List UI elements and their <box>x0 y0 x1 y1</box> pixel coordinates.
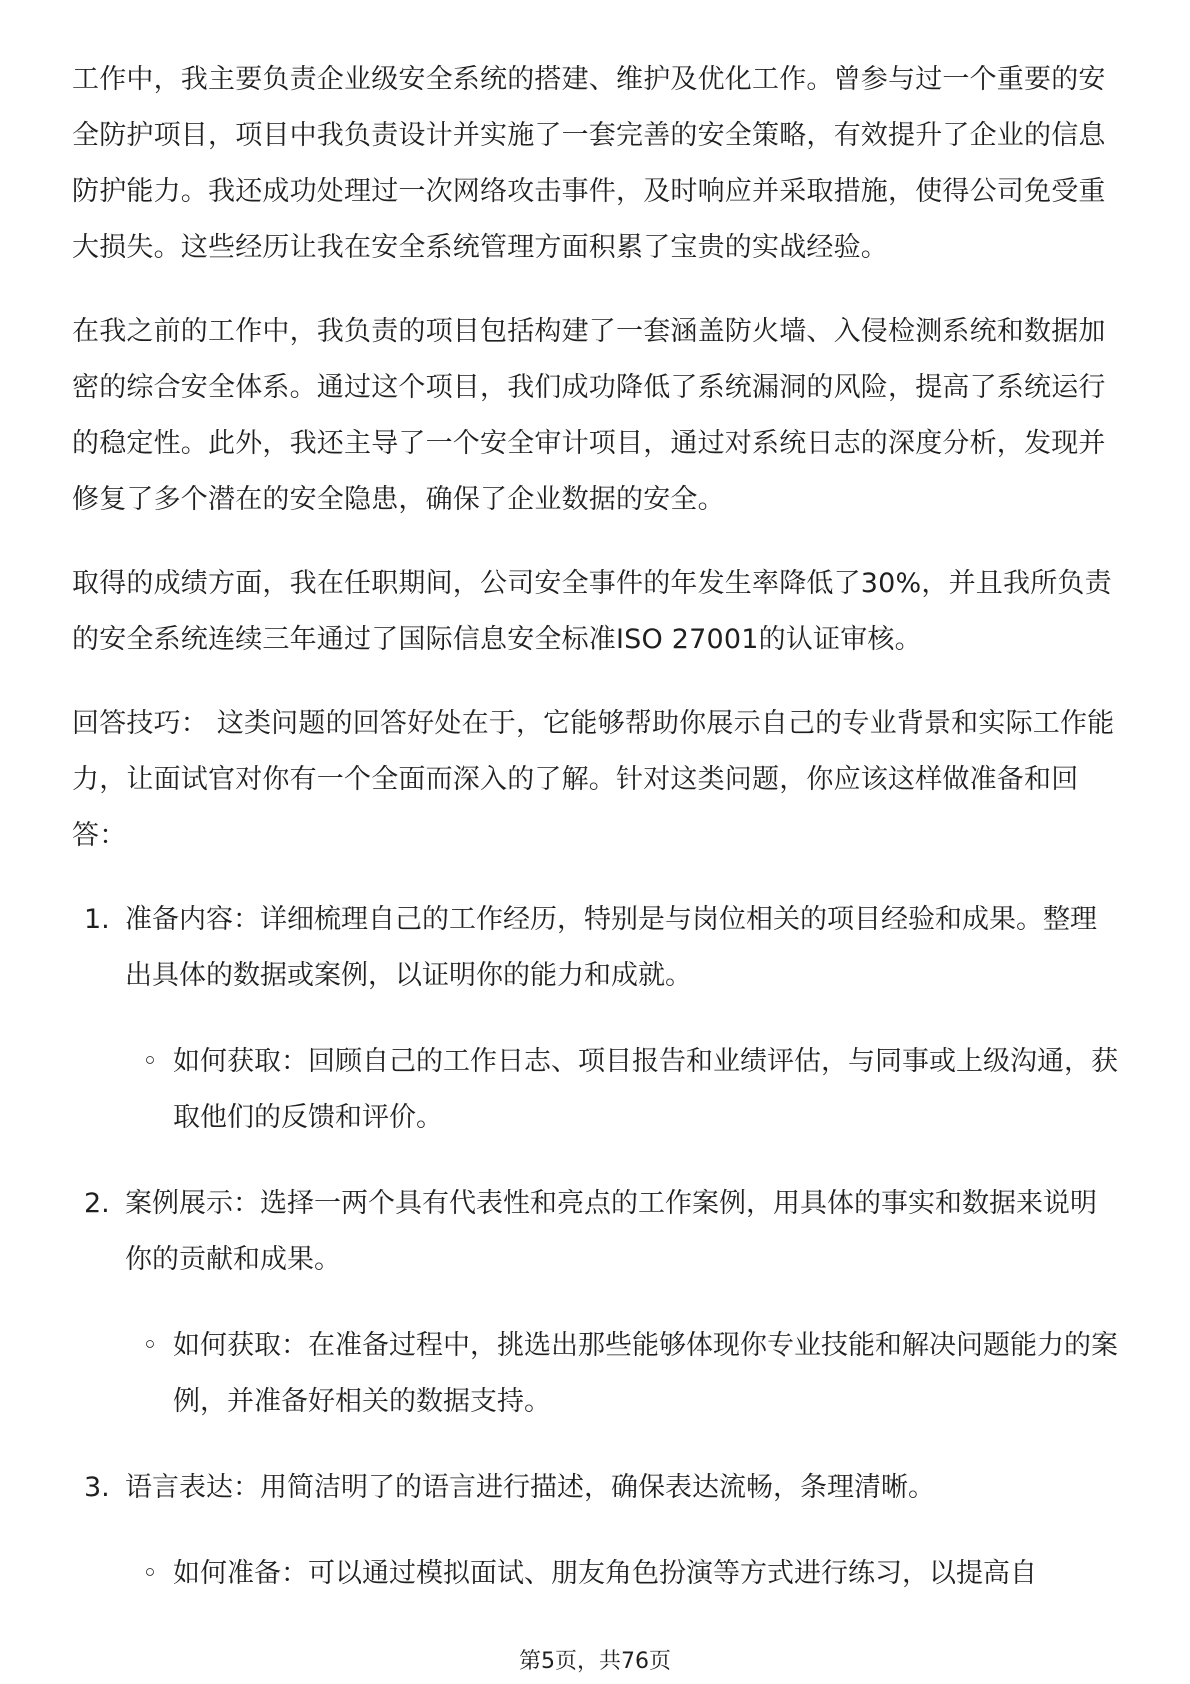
list-item-1 <box>72 892 1122 1004</box>
list-item-3 <box>72 1460 1122 1516</box>
sub-list-item-text: 如何获取：在准备过程中，挑选出那些能够体现你专业技能和解决问题能力的案例，并准备好相关的数据支持。 <box>173 1330 1118 1417</box>
list-item-text: 语言表达：用简洁明了的语言进行描述，确保表达流畅，条理清晰。 <box>125 1472 935 1503</box>
list-item-text: 准备内容：详细梳理自己的工作经历，特别是与岗位相关的项目经验和成果。整理出具体的数据或案例，以证明你的能力和成就。 <box>125 904 1097 991</box>
paragraph-answer-tips: 回答技巧： 这类问题的回答好处在于，它能够帮助你展示自己的专业背景和实际工作能力，让面试官对你有一个全面而深入的了解。针对这类问题，你应该这样做准备和回答： <box>72 708 1115 851</box>
circle-bullet-icon: ◦ <box>142 1558 158 1589</box>
sub-list-item-text: 如何准备：可以通过模拟面试、朋友角色扮演等方式进行练习，以提高自 <box>173 1558 1037 1589</box>
circle-bullet-icon: ◦ <box>142 1046 158 1077</box>
list-number: 3. <box>84 1472 110 1503</box>
sub-list-item-text: 如何获取：回顾自己的工作日志、项目报告和业绩评估，与同事或上级沟通，获取他们的反馈和评价。 <box>173 1046 1118 1133</box>
list-number: 1. <box>84 904 110 935</box>
page-footer: 第5页，共76页 <box>519 1649 671 1674</box>
list-item-text: 案例展示：选择一两个具有代表性和亮点的工作案例，用具体的事实和数据来说明你的贡献和成果。 <box>125 1188 1097 1275</box>
sub-list-item-1 <box>72 1034 1122 1146</box>
sub-list-item-2 <box>72 1318 1122 1430</box>
circle-bullet-icon: ◦ <box>142 1330 158 1361</box>
list-item-2 <box>72 1176 1122 1288</box>
paragraph-achievements: 取得的成绩方面，我在任职期间，公司安全事件的年发生率降低了30%，并且我所负责的安全系统连续三年通过了国际信息安全标准ISO 27001的认证审核。 <box>72 568 1112 655</box>
list-number: 2. <box>84 1188 110 1219</box>
paragraph-work-experience: 工作中，我主要负责企业级安全系统的搭建、维护及优化工作。曾参与过一个重要的安全防护项目，项目中我负责设计并实施了一套完善的安全策略，有效提升了企业的信息防护能力。我还成功处理过一次网络攻击事件，及时响应并采取措施，使得公司免受重大损失。这些经历让我在安全系统管理方面积累了宝贵的实战经验。 <box>72 64 1106 263</box>
sub-list-item-3 <box>72 1546 1122 1602</box>
paragraph-projects: 在我之前的工作中，我负责的项目包括构建了一套涵盖防火墙、入侵检测系统和数据加密的综合安全体系。通过这个项目，我们成功降低了系统漏洞的风险，提高了系统运行的稳定性。此外，我还主导了一个安全审计项目，通过对系统日志的深度分析，发现并修复了多个潜在的安全隐患，确保了企业数据的安全。 <box>72 316 1106 515</box>
page-content <box>72 52 1122 1632</box>
